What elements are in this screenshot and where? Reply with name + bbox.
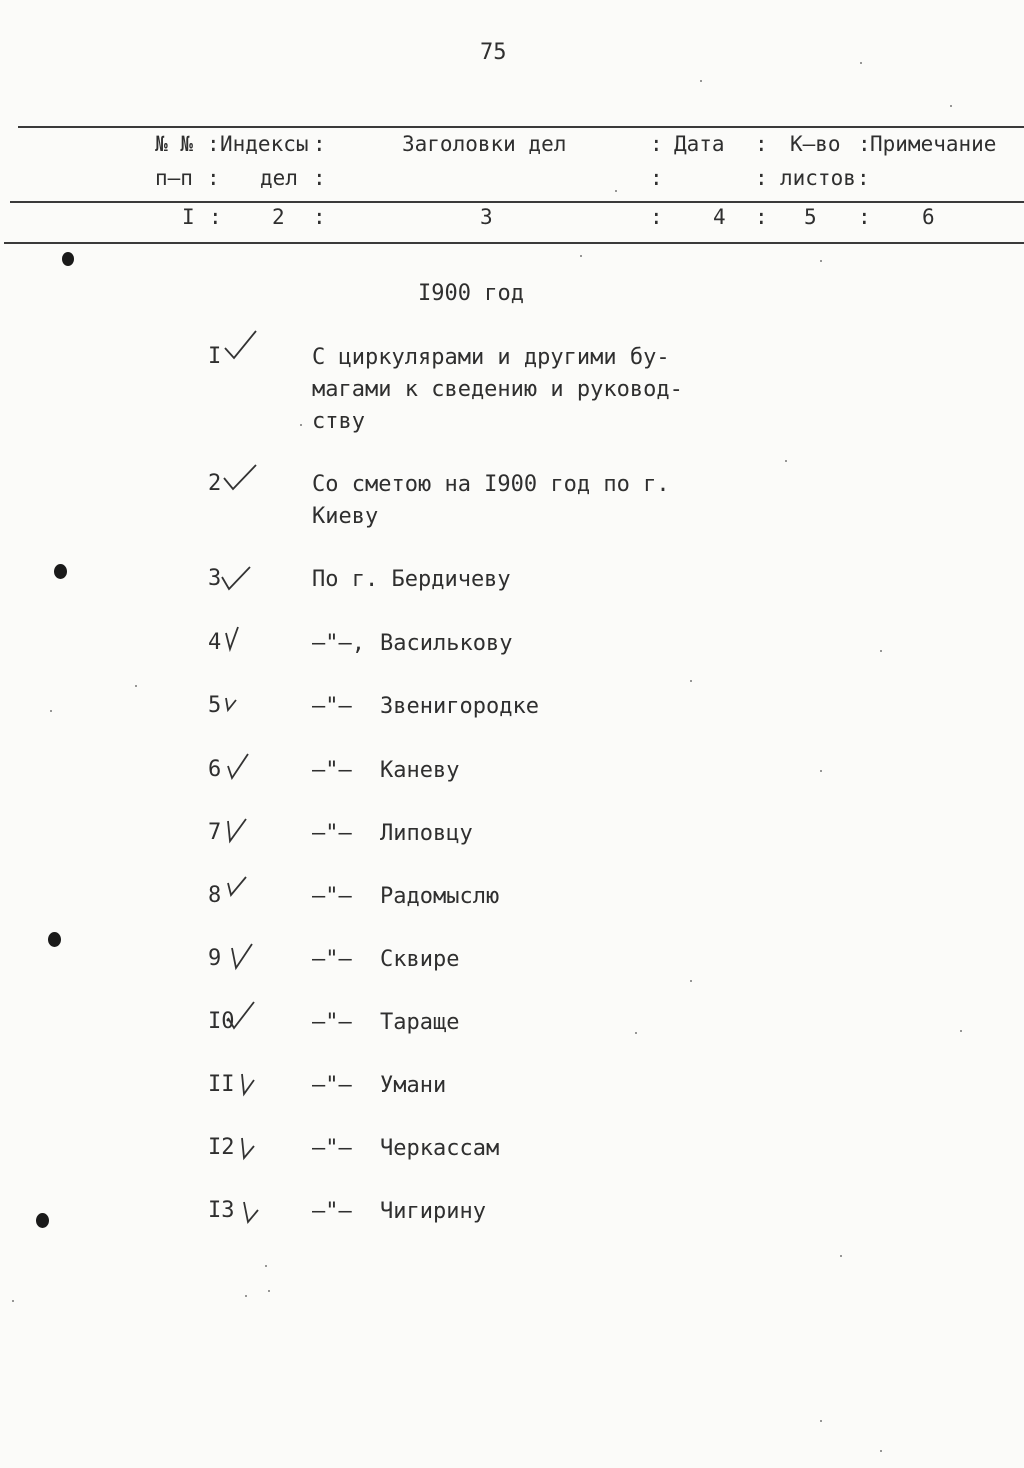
header-bottom-rule — [4, 242, 1024, 244]
check-mark-icon — [234, 1132, 274, 1166]
item-title-line: ству — [312, 409, 365, 434]
ditto-mark: –"– — [312, 821, 352, 846]
item-number: 6 — [208, 757, 222, 782]
column-number: I — [182, 205, 195, 229]
check-mark-icon — [220, 623, 260, 657]
check-mark-icon — [222, 328, 262, 362]
header-sep: : — [650, 166, 663, 190]
header-sep: : — [209, 205, 222, 229]
ditto-mark: –"– — [312, 694, 352, 719]
place-name: Радомыслю — [380, 884, 500, 909]
place-name: Умани — [380, 1073, 447, 1098]
header-middle-rule — [10, 201, 1024, 203]
column-number: 3 — [480, 205, 493, 229]
column-number: 4 — [713, 205, 726, 229]
header-sep: : — [858, 205, 871, 229]
check-mark-icon — [222, 813, 262, 847]
check-mark-icon — [220, 690, 260, 724]
header-sep: : — [755, 166, 768, 190]
header-col5-line1: К–во — [790, 132, 841, 156]
header-sep: : — [857, 166, 870, 190]
item-number: II — [208, 1072, 235, 1097]
header-sep: : — [313, 132, 326, 156]
check-mark-icon — [236, 1196, 276, 1230]
check-mark-icon — [222, 873, 262, 907]
ditto-mark: –"– — [312, 1010, 352, 1035]
header-sep: : — [650, 132, 663, 156]
check-mark-icon — [226, 940, 266, 974]
item-number: I — [208, 344, 222, 369]
place-name: Каневу — [380, 758, 460, 783]
item-number: 8 — [208, 883, 222, 908]
check-mark-icon — [218, 563, 258, 597]
punch-hole-icon — [36, 1213, 49, 1228]
page-number: 75 — [480, 40, 507, 65]
column-number: 6 — [922, 205, 935, 229]
header-sep: : — [650, 205, 663, 229]
punch-hole-icon — [48, 932, 61, 947]
punch-hole-icon — [62, 252, 74, 266]
item-title-line: магами к сведению и руковод- — [312, 377, 683, 402]
item-number: 7 — [208, 820, 222, 845]
item-number: I0 — [208, 1009, 235, 1034]
ditto-mark: –"– — [312, 758, 352, 783]
ditto-mark: –"– — [312, 947, 352, 972]
header-sep: : — [755, 132, 768, 156]
header-col4: Дата — [674, 132, 725, 156]
header-sep: : — [858, 132, 871, 156]
column-number: 2 — [272, 205, 285, 229]
header-sep: : — [207, 132, 220, 156]
check-mark-icon — [234, 1068, 274, 1102]
header-col3: Заголовки дел — [402, 132, 567, 156]
check-mark-icon — [222, 462, 262, 496]
place-name: Тараще — [380, 1010, 460, 1035]
header-col2-line2: дел — [260, 166, 298, 190]
place-name: Черкассам — [380, 1136, 500, 1161]
ditto-mark: –"– — [312, 884, 352, 909]
header-col2-line1: Индексы — [220, 132, 309, 156]
item-number: 9 — [208, 946, 222, 971]
ditto-mark: –"– — [312, 1073, 352, 1098]
item-title-line: Киеву — [312, 504, 379, 529]
item-number: I3 — [208, 1198, 235, 1223]
header-col6: Примечание — [870, 132, 997, 156]
item-title-line: С циркулярами и другими бу- — [312, 345, 670, 370]
ditto-mark: –"– — [312, 1199, 352, 1224]
column-number: 5 — [804, 205, 817, 229]
header-col5-line2: листов — [780, 166, 856, 190]
item-number: 4 — [208, 630, 222, 655]
place-name: Чигирину — [380, 1199, 486, 1224]
header-sep: : — [313, 205, 326, 229]
check-mark-icon — [222, 750, 262, 784]
header-col1-line2: п–п — [155, 166, 193, 190]
year-heading: I900 год — [418, 281, 524, 306]
header-top-rule — [18, 126, 1024, 128]
item-number: 5 — [208, 693, 222, 718]
place-name: Звенигородке — [380, 694, 539, 719]
header-col1-line1: № № — [155, 132, 193, 156]
header-sep: : — [313, 166, 326, 190]
item-title-line: Со сметою на I900 год по г. — [312, 472, 670, 497]
place-name: Василькову — [380, 631, 513, 656]
header-sep: : — [755, 205, 768, 229]
place-name: Сквире — [380, 947, 460, 972]
ditto-mark: –"–, — [312, 631, 365, 656]
check-mark-icon — [224, 998, 264, 1032]
place-name: Липовцу — [380, 821, 473, 846]
item-number: 2 — [208, 471, 222, 496]
item-number: I2 — [208, 1135, 235, 1160]
header-sep: : — [207, 166, 220, 190]
punch-hole-icon — [54, 564, 67, 579]
item-title-line: По г. Бердичеву — [312, 567, 511, 592]
ditto-mark: –"– — [312, 1136, 352, 1161]
item-number: 3 — [208, 566, 222, 591]
